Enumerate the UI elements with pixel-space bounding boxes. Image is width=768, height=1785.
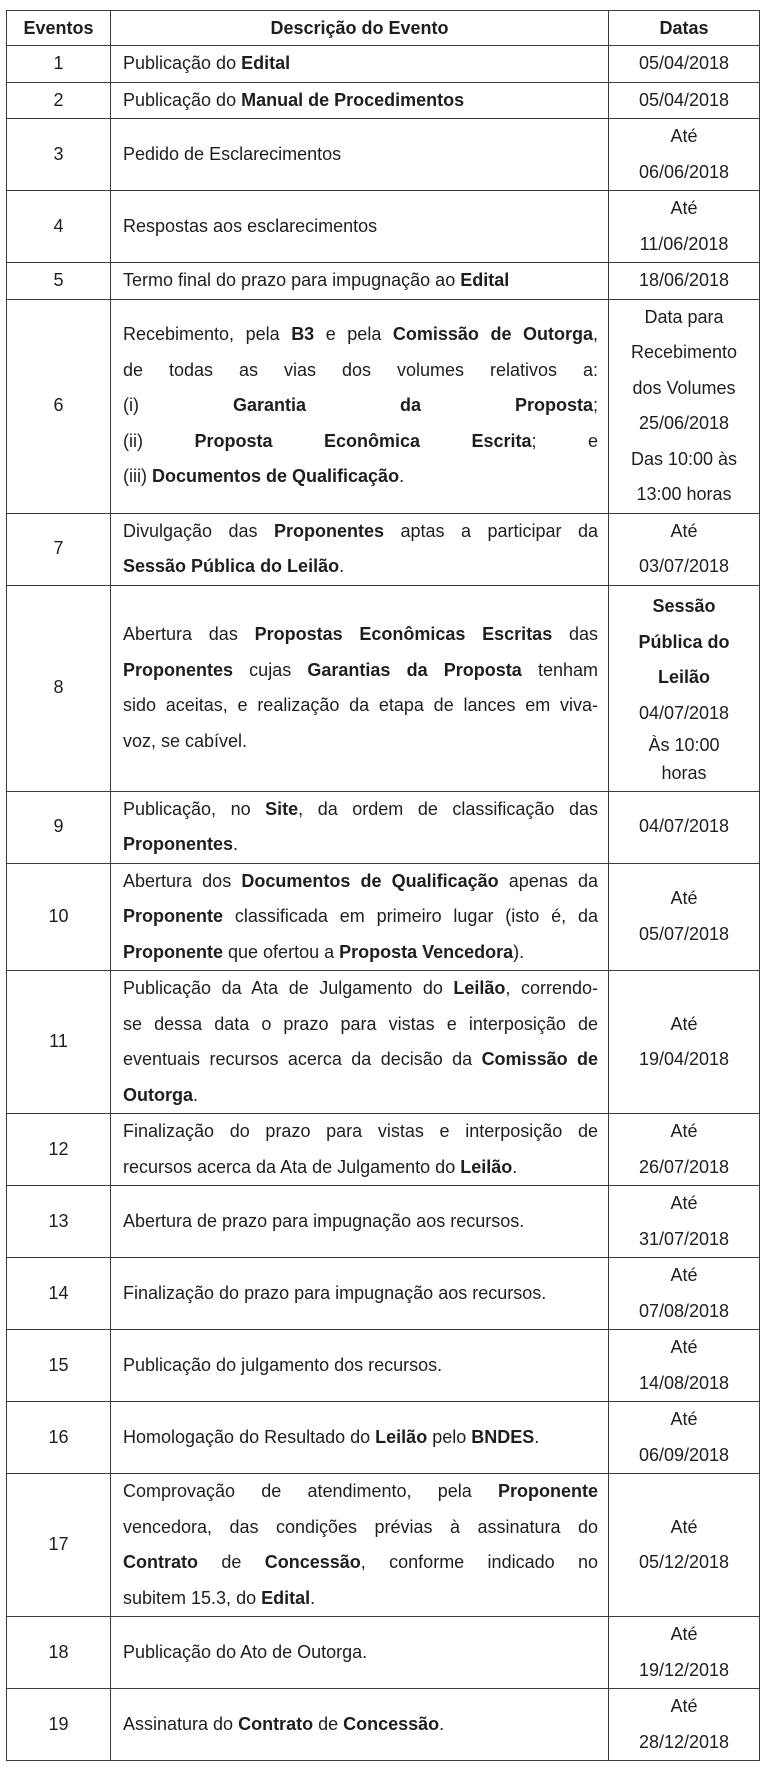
table-row: [7, 1258, 760, 1330]
event-date: [609, 791, 760, 863]
text-segment: das: [552, 624, 598, 644]
description-line: [123, 935, 598, 971]
description-line: [123, 353, 598, 389]
event-description: [111, 513, 609, 585]
description-line: [123, 864, 598, 900]
event-description: [111, 1474, 609, 1617]
event-description: [111, 263, 609, 300]
table-row: [7, 191, 760, 263]
description-line: [123, 317, 598, 353]
table-body: [7, 46, 760, 1761]
text-segment: , conforme indicado no: [360, 1552, 598, 1572]
table-row: [7, 1474, 760, 1617]
bold-term: Garantia da Proposta: [232, 395, 593, 416]
text-segment: .: [339, 556, 345, 576]
event-description: [111, 1258, 609, 1330]
event-date: [609, 82, 760, 119]
header-dates: Datas: [609, 11, 760, 46]
event-number: 13: [7, 1186, 111, 1258]
event-description: [111, 1330, 609, 1402]
event-number: 19: [7, 1689, 111, 1761]
bold-term: BNDES: [471, 1426, 535, 1447]
event-number: 9: [7, 791, 111, 863]
table-row: [7, 1186, 760, 1258]
document-page: [6, 10, 759, 1761]
description-line: [123, 137, 598, 173]
text-segment: Publicação do: [123, 89, 242, 110]
text-segment: se dessa data o prazo para vistas e interposição de: [123, 1013, 598, 1034]
description-line: [123, 1348, 598, 1384]
date-line: 19/04/2018: [638, 1049, 730, 1069]
date-line: 25/06/2018: [638, 413, 730, 433]
event-date: [609, 263, 760, 300]
event-description: [111, 971, 609, 1114]
event-number: 3: [7, 119, 111, 191]
description-line: [123, 1420, 598, 1456]
date-line: 13:00 horas: [636, 484, 732, 504]
date-line: Até: [670, 1624, 698, 1644]
bold-term: Proponentes: [274, 520, 385, 541]
text-segment: Comprovação de atendimento, pela: [123, 1481, 498, 1501]
text-segment: Homologação do Resultado do: [123, 1426, 376, 1447]
event-date: [609, 119, 760, 191]
date-line: 06/09/2018: [638, 1444, 730, 1465]
bold-term: Garantias da Proposta: [307, 659, 522, 680]
description-line: [123, 724, 598, 760]
text-segment: Termo final do prazo para impugnação ao: [123, 270, 461, 290]
bold-term: Edital: [261, 1587, 311, 1608]
description-line: [123, 1581, 598, 1617]
table-row: [7, 1617, 760, 1689]
text-segment: Publicação do: [123, 53, 242, 73]
event-number: 8: [7, 585, 111, 791]
event-description: [111, 863, 609, 971]
bold-term: Proponentes: [123, 659, 234, 680]
description-line: [123, 1545, 598, 1581]
event-description: [111, 791, 609, 863]
text-segment: de todas as vias dos volumes relativos a:: [123, 359, 598, 380]
text-segment: Publicação do julgamento dos recursos.: [123, 1354, 443, 1375]
date-line: 28/12/2018: [638, 1731, 730, 1752]
event-date: [609, 1474, 760, 1617]
event-date: [609, 863, 760, 971]
event-date: [609, 513, 760, 585]
bold-term: Leilão: [460, 1156, 513, 1177]
event-number: 17: [7, 1474, 111, 1617]
table-row: [7, 513, 760, 585]
bold-term: Leilão: [375, 1426, 428, 1447]
header-description: Descrição do Evento: [111, 11, 609, 46]
description-line: [123, 1007, 598, 1043]
date-line: 05/04/2018: [638, 53, 730, 73]
table-header-row: [7, 11, 760, 46]
date-line: Até: [670, 1013, 698, 1034]
description-line: [123, 1474, 598, 1510]
event-date: [609, 46, 760, 83]
description-line: [123, 792, 598, 828]
date-line: Até: [670, 1337, 698, 1357]
text-segment: .: [193, 1084, 199, 1105]
date-line: 11/06/2018: [639, 233, 729, 254]
table-row: [7, 119, 760, 191]
text-segment: de: [198, 1552, 265, 1572]
description-line: [123, 1635, 598, 1671]
description-line: [123, 514, 598, 550]
event-date: [609, 1114, 760, 1186]
event-description: [111, 82, 609, 119]
bold-term: Concessão: [343, 1713, 440, 1734]
description-line: [123, 899, 598, 935]
event-description: [111, 1186, 609, 1258]
bold-term: Comissão de Outorga: [392, 324, 594, 345]
date-line: Até: [670, 520, 698, 541]
text-segment: Finalização do prazo para impugnação aos recursos.: [123, 1282, 547, 1303]
bold-term: Edital: [460, 270, 510, 290]
text-segment: .: [310, 1587, 316, 1608]
event-description: [111, 1114, 609, 1186]
date-line: Às 10:00: [648, 735, 720, 755]
bold-term: Outorga: [123, 1084, 193, 1105]
date-line: 14/08/2018: [638, 1372, 730, 1393]
text-segment: Finalização do prazo para vistas e interposição de: [123, 1121, 598, 1141]
date-line: Até: [670, 1696, 698, 1716]
date-line: 05/12/2018: [638, 1552, 730, 1572]
date-line: Pública do: [638, 631, 730, 652]
text-segment: .: [439, 1713, 445, 1734]
description-line: [123, 46, 598, 82]
text-segment: classificada em primeiro lugar (isto é, da: [223, 906, 598, 926]
date-line: 18/06/2018: [638, 270, 730, 290]
text-segment: Publicação da Ata de Julgamento do: [123, 978, 454, 998]
date-line: 05/04/2018: [638, 89, 730, 110]
description-line: [123, 1114, 598, 1150]
description-line: [123, 1276, 598, 1312]
description-line: [123, 1510, 598, 1546]
bold-term: Proponente: [123, 906, 224, 926]
event-number: 14: [7, 1258, 111, 1330]
description-line: [123, 1042, 598, 1078]
text-segment: ;: [592, 395, 598, 416]
event-description: [111, 191, 609, 263]
event-number: 5: [7, 263, 111, 300]
event-date: [609, 1186, 760, 1258]
date-line: Até: [670, 126, 698, 146]
description-line: [123, 688, 598, 724]
date-line: 05/07/2018: [638, 923, 730, 944]
event-number: 15: [7, 1330, 111, 1402]
event-number: 11: [7, 971, 111, 1114]
table-row: [7, 1402, 760, 1474]
text-segment: Publicação do Ato de Outorga.: [123, 1641, 368, 1662]
event-schedule-table: [6, 10, 760, 1761]
text-segment: Respostas aos esclarecimentos: [123, 215, 378, 236]
table-row: [7, 791, 760, 863]
header-events: Eventos: [7, 11, 111, 46]
date-line: Até: [670, 1409, 698, 1429]
table-row: [7, 971, 760, 1114]
table-row: [7, 82, 760, 119]
event-date: [609, 299, 760, 513]
date-line: horas: [661, 763, 707, 783]
event-date: [609, 191, 760, 263]
text-segment: pelo: [427, 1426, 472, 1447]
bold-term: Leilão: [453, 978, 506, 998]
bold-term: Contrato: [123, 1552, 198, 1572]
text-segment: ).: [513, 941, 525, 962]
event-number: 16: [7, 1402, 111, 1474]
text-segment: apenas da: [498, 870, 598, 891]
event-description: [111, 585, 609, 791]
event-date: [609, 1402, 760, 1474]
text-segment: recursos acerca da Ata de Julgamento do: [123, 1156, 461, 1177]
bold-term: Comissão de: [481, 1049, 598, 1069]
description-line: [123, 1078, 598, 1114]
event-description: [111, 299, 609, 513]
event-number: 18: [7, 1617, 111, 1689]
table-row: [7, 46, 760, 83]
date-line: Data para: [644, 306, 724, 327]
date-line: Até: [670, 1265, 698, 1285]
bold-term: Proponentes: [123, 834, 234, 854]
text-segment: .: [233, 834, 239, 854]
text-segment: eventuais recursos acerca da decisão da: [123, 1049, 482, 1069]
description-line: [123, 1707, 598, 1743]
description-line: [123, 388, 598, 424]
description-line: [123, 653, 598, 689]
date-line: 19/12/2018: [638, 1659, 730, 1680]
event-date: [609, 1617, 760, 1689]
text-segment: subitem 15.3, do: [123, 1587, 262, 1608]
text-segment: Divulgação das: [123, 520, 275, 541]
description-line: [123, 971, 598, 1007]
event-date: [609, 1689, 760, 1761]
date-line: 26/07/2018: [638, 1156, 730, 1177]
event-description: [111, 1617, 609, 1689]
date-line: Até: [670, 198, 698, 218]
text-segment: tenham: [521, 659, 599, 680]
event-number: 6: [7, 299, 111, 513]
description-line: [123, 424, 598, 460]
text-segment: vencedora, das condições prévias à assinatura do: [123, 1516, 598, 1537]
event-date: [609, 585, 760, 791]
bold-term: Sessão Pública do Leilão: [123, 556, 340, 576]
date-line: 06/06/2018: [638, 161, 730, 182]
bold-term: Proposta Vencedora: [339, 941, 514, 962]
text-segment: ; e: [531, 430, 598, 451]
table-row: [7, 299, 760, 513]
bold-term: B3: [291, 324, 315, 345]
bold-term: Proponente: [497, 1481, 598, 1501]
text-segment: (i): [123, 395, 233, 416]
description-line: [123, 263, 598, 299]
text-segment: que ofertou a: [223, 941, 340, 962]
text-segment: ,: [593, 324, 599, 345]
event-number: 2: [7, 82, 111, 119]
event-number: 7: [7, 513, 111, 585]
text-segment: Assinatura do: [123, 1713, 239, 1734]
date-line: Sessão: [652, 596, 716, 616]
event-description: [111, 119, 609, 191]
description-line: [123, 827, 598, 863]
text-segment: Abertura dos: [123, 870, 242, 891]
description-line: [123, 1204, 598, 1240]
table-row: [7, 1114, 760, 1186]
text-segment: aptas a participar da: [384, 520, 598, 541]
description-line: [123, 549, 598, 585]
text-segment: Recebimento, pela: [123, 324, 292, 345]
date-line: Até: [670, 1193, 698, 1213]
text-segment: Abertura de prazo para impugnação aos recursos.: [123, 1210, 525, 1231]
date-line: Recebimento: [630, 342, 738, 362]
text-segment: (iii): [123, 466, 152, 487]
table-row: [7, 263, 760, 300]
event-number: 10: [7, 863, 111, 971]
date-line: Até: [670, 1516, 698, 1537]
text-segment: e pela: [314, 324, 393, 345]
event-date: [609, 1330, 760, 1402]
date-line: 04/07/2018: [638, 816, 730, 837]
text-segment: , correndo-: [505, 978, 598, 998]
date-line: 03/07/2018: [638, 556, 730, 576]
date-line: Até: [670, 888, 698, 909]
text-segment: Pedido de Esclarecimentos: [123, 143, 342, 164]
date-line: Leilão: [657, 667, 710, 687]
bold-term: Manual de Procedimentos: [241, 89, 465, 110]
text-segment: de: [313, 1713, 344, 1734]
description-line: [123, 459, 598, 495]
text-segment: Abertura das: [123, 624, 255, 644]
bold-term: Documentos de Qualificação: [152, 466, 400, 487]
description-line: [123, 617, 598, 653]
date-line: 04/07/2018: [638, 702, 730, 723]
table-row: [7, 1330, 760, 1402]
text-segment: .: [534, 1426, 540, 1447]
date-line: Até: [670, 1121, 698, 1141]
event-description: [111, 1402, 609, 1474]
text-segment: , da ordem de classificação das: [298, 798, 598, 819]
table-row: [7, 585, 760, 791]
text-segment: sido aceitas, e realização da etapa de lances em viva-: [123, 695, 598, 715]
bold-term: Contrato: [238, 1713, 314, 1734]
bold-term: Documentos de Qualificação: [241, 870, 499, 891]
event-description: [111, 1689, 609, 1761]
text-segment: voz, se cabível.: [123, 730, 248, 751]
table-row: [7, 863, 760, 971]
date-line: dos Volumes: [632, 377, 736, 398]
table-row: [7, 1689, 760, 1761]
text-segment: Publicação, no: [123, 798, 266, 819]
bold-term: Site: [265, 798, 299, 819]
event-number: 12: [7, 1114, 111, 1186]
date-line: 07/08/2018: [638, 1300, 730, 1321]
event-description: [111, 46, 609, 83]
text-segment: (ii): [123, 430, 195, 451]
bold-term: Edital: [241, 53, 291, 73]
bold-term: Propostas Econômicas Escritas: [254, 624, 553, 644]
text-segment: .: [512, 1156, 518, 1177]
date-line: Das 10:00 às: [630, 448, 738, 469]
text-segment: cujas: [233, 659, 308, 680]
description-line: [123, 1150, 598, 1186]
event-number: 1: [7, 46, 111, 83]
bold-term: Concessão: [264, 1552, 361, 1572]
description-line: [123, 83, 598, 119]
date-line: 31/07/2018: [638, 1228, 730, 1249]
bold-term: Proponente: [123, 941, 224, 962]
event-date: [609, 971, 760, 1114]
bold-term: Proposta Econômica Escrita: [194, 430, 532, 451]
text-segment: .: [399, 466, 405, 487]
event-number: 4: [7, 191, 111, 263]
event-date: [609, 1258, 760, 1330]
description-line: [123, 209, 598, 245]
